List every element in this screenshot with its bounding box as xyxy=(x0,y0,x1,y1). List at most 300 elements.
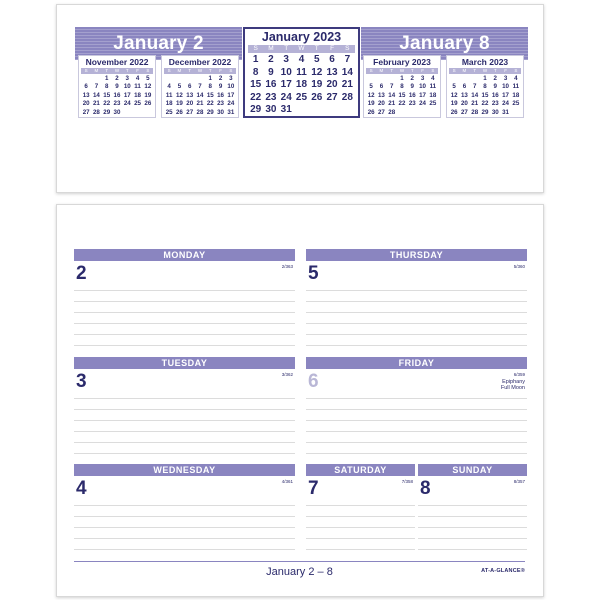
day-of-year: 4/361 xyxy=(281,479,293,484)
weekday-label: F xyxy=(136,68,139,73)
day-friday[interactable] xyxy=(306,357,527,457)
weekly-page xyxy=(56,204,544,597)
writing-line xyxy=(74,290,295,291)
day-cell: 29 xyxy=(250,104,262,116)
day-cell: 18 xyxy=(165,100,173,108)
day-cell: 13 xyxy=(460,91,468,99)
day-cell: 16 xyxy=(491,91,499,99)
mini-calendar-days xyxy=(81,75,153,117)
day-cell: 26 xyxy=(311,91,323,103)
day-cell: 10 xyxy=(502,83,509,91)
day-cell: 13 xyxy=(82,91,90,99)
weekday-label: S xyxy=(369,68,373,73)
day-cell: 17 xyxy=(280,79,292,91)
writing-line xyxy=(74,549,295,550)
day-cell xyxy=(174,75,184,83)
day-cell: 24 xyxy=(227,100,235,108)
day-number: 2 xyxy=(76,263,87,284)
day-cell: 21 xyxy=(388,100,396,108)
weekday-label: T xyxy=(188,68,192,73)
weekday-label: T xyxy=(390,68,394,73)
day-cell xyxy=(164,75,174,83)
day-cell: 15 xyxy=(250,79,262,91)
day-cell: 25 xyxy=(165,108,173,116)
weekday-label: W xyxy=(482,68,488,73)
day-cell: 10 xyxy=(419,83,426,91)
day-cell: 21 xyxy=(471,100,479,108)
day-cell: 3 xyxy=(125,75,129,82)
day-cell: 22 xyxy=(206,100,214,108)
day-cell: 14 xyxy=(471,91,479,99)
day-cell: 19 xyxy=(175,100,183,108)
writing-line xyxy=(306,312,527,313)
day-cell: 15 xyxy=(481,91,489,99)
day-cell: 23 xyxy=(113,100,121,108)
writing-line xyxy=(74,442,295,443)
writing-line xyxy=(306,323,527,324)
day-cell: 27 xyxy=(460,108,468,116)
monthly-header-page xyxy=(56,4,544,193)
day-cell xyxy=(294,104,309,117)
mini-calendar-days xyxy=(449,75,521,117)
day-cell: 26 xyxy=(175,108,183,116)
day-cell: 11 xyxy=(165,91,173,99)
day-cell: 20 xyxy=(460,100,468,108)
weekday-label: F xyxy=(421,68,424,73)
day-cell: 7 xyxy=(198,83,202,91)
day-cell: 5 xyxy=(452,83,456,91)
weekday-label: F xyxy=(219,68,222,73)
weekday-label: W xyxy=(114,68,120,73)
day-cell: 11 xyxy=(429,83,437,91)
day-cell: 4 xyxy=(135,75,140,82)
day-cell xyxy=(132,109,142,117)
day-cell: 23 xyxy=(265,91,277,103)
day-cell: 9 xyxy=(218,83,223,91)
writing-line xyxy=(306,420,527,421)
day-sunday[interactable] xyxy=(418,464,527,557)
day-cell: 27 xyxy=(186,108,194,116)
writing-line xyxy=(74,431,295,432)
day-cell xyxy=(417,109,427,117)
current-month-weekdays xyxy=(248,45,355,53)
day-cell: 25 xyxy=(134,100,141,108)
day-cell: 3 xyxy=(229,75,233,82)
day-cell: 4 xyxy=(298,54,305,65)
day-cell: 21 xyxy=(196,100,204,108)
writing-line xyxy=(306,505,415,506)
day-cell: 1 xyxy=(252,54,259,65)
day-cell xyxy=(324,104,339,117)
day-cell: 4 xyxy=(167,83,171,91)
day-cell: 1 xyxy=(400,75,404,82)
writing-line xyxy=(418,527,527,528)
day-header: TUESDAY xyxy=(74,357,295,369)
day-cell: 15 xyxy=(206,91,214,99)
day-cell: 8 xyxy=(400,83,404,91)
day-cell: 17 xyxy=(227,91,235,99)
writing-line xyxy=(306,345,527,346)
day-header: WEDNESDAY xyxy=(74,464,295,476)
mini-calendar-days xyxy=(366,75,438,117)
day-cell: 11 xyxy=(134,83,141,91)
mini-calendar-december-2022 xyxy=(161,55,239,118)
weekday-label: T xyxy=(125,68,129,73)
day-cell: 7 xyxy=(94,83,99,91)
mini-calendar-title: February 2023 xyxy=(373,57,431,67)
day-cell: 26 xyxy=(144,100,152,108)
mini-calendar-february-2023 xyxy=(363,55,441,118)
day-cell: 2 xyxy=(410,75,414,82)
week-date-range: January 2 – 8 xyxy=(266,566,333,578)
day-thursday[interactable] xyxy=(306,249,527,349)
right-banner-text: January 8 xyxy=(399,32,490,54)
mini-calendar-days xyxy=(164,75,236,117)
writing-line xyxy=(306,301,527,302)
day-cell: 22 xyxy=(481,100,489,108)
day-cell: 8 xyxy=(252,66,259,78)
writing-line xyxy=(74,527,295,528)
day-cell: 3 xyxy=(283,54,289,65)
writing-line xyxy=(306,453,527,454)
writing-line xyxy=(74,334,295,335)
day-header: MONDAY xyxy=(74,249,295,261)
weekday-label: F xyxy=(504,68,507,73)
day-header: SATURDAY xyxy=(306,464,415,476)
day-cell: 5 xyxy=(177,83,182,91)
day-cell: 31 xyxy=(502,108,509,116)
day-cell: 21 xyxy=(341,79,353,91)
day-cell: 24 xyxy=(502,100,509,108)
current-month-calendar xyxy=(243,27,360,118)
mini-calendar-title: March 2023 xyxy=(461,57,509,67)
weekday-label: W xyxy=(298,45,305,52)
weekday-label: M xyxy=(177,68,182,73)
day-cell: 6 xyxy=(462,83,467,91)
day-cell: 2 xyxy=(268,54,274,65)
writing-line xyxy=(306,334,527,335)
day-cell: 28 xyxy=(196,108,204,116)
day-of-year: 2/363 xyxy=(281,264,293,269)
day-cell: 13 xyxy=(186,91,194,99)
day-cell: 23 xyxy=(217,100,224,108)
day-cell: 20 xyxy=(186,100,194,108)
day-cell: 24 xyxy=(419,100,426,108)
day-cell: 29 xyxy=(103,108,111,116)
day-cell: 22 xyxy=(398,100,406,108)
holiday-note: Epiphany xyxy=(502,379,525,385)
weekday-label: T xyxy=(208,68,212,73)
weekday-label: M xyxy=(379,68,384,73)
day-cell: 6 xyxy=(84,83,88,91)
writing-line xyxy=(74,312,295,313)
day-cell: 15 xyxy=(103,91,111,99)
day-cell: 8 xyxy=(483,83,487,91)
day-cell: 25 xyxy=(512,100,520,108)
day-number: 7 xyxy=(308,478,319,499)
day-cell: 12 xyxy=(450,91,458,99)
day-monday[interactable] xyxy=(74,249,295,349)
mini-calendar-title: November 2022 xyxy=(85,57,149,67)
writing-line xyxy=(74,516,295,517)
day-cell: 7 xyxy=(389,83,394,91)
day-cell: 1 xyxy=(208,75,212,82)
mini-calendar-weekdays xyxy=(366,68,438,74)
writing-line xyxy=(306,442,527,443)
writing-line xyxy=(418,505,527,506)
day-cell: 29 xyxy=(481,108,489,116)
day-cell xyxy=(428,109,438,117)
day-cell: 14 xyxy=(388,91,396,99)
mini-calendar-november-2022 xyxy=(78,55,156,118)
day-cell: 22 xyxy=(103,100,111,108)
writing-line xyxy=(74,453,295,454)
day-cell xyxy=(81,75,91,83)
day-cell: 17 xyxy=(419,91,426,99)
day-cell xyxy=(185,75,195,83)
weekday-label: S xyxy=(345,45,350,52)
weekday-label: M xyxy=(462,68,467,73)
day-cell xyxy=(376,75,386,83)
day-cell: 27 xyxy=(326,91,338,103)
left-banner-text: January 2 xyxy=(113,32,204,54)
weekday-label: S xyxy=(452,68,456,73)
writing-line xyxy=(306,549,415,550)
day-cell: 19 xyxy=(311,79,323,91)
day-cell: 28 xyxy=(471,108,479,116)
weekday-label: S xyxy=(229,68,233,73)
day-cell xyxy=(407,109,417,117)
day-cell: 20 xyxy=(377,100,385,108)
day-cell: 6 xyxy=(379,83,384,91)
day-cell: 26 xyxy=(450,108,458,116)
day-of-year: 8/357 xyxy=(513,479,525,484)
weekday-label: T xyxy=(284,45,289,52)
day-cell: 26 xyxy=(367,108,375,116)
day-cell: 9 xyxy=(410,83,414,91)
day-cell: 12 xyxy=(144,83,152,91)
day-cell: 10 xyxy=(280,66,292,78)
day-number: 4 xyxy=(76,478,87,499)
day-cell xyxy=(195,75,205,83)
day-of-year: 3/362 xyxy=(281,372,293,377)
day-cell: 24 xyxy=(280,91,292,103)
day-number: 3 xyxy=(76,371,87,392)
day-cell: 22 xyxy=(250,91,262,103)
day-cell: 28 xyxy=(341,91,353,103)
day-cell: 11 xyxy=(512,83,520,91)
day-cell: 4 xyxy=(431,75,435,82)
day-cell xyxy=(470,75,480,83)
day-cell: 17 xyxy=(123,91,131,99)
day-of-year: 5/360 xyxy=(513,264,525,269)
writing-line xyxy=(418,549,527,550)
day-cell: 24 xyxy=(123,100,131,108)
day-of-year: 6/359 xyxy=(513,372,525,377)
weekday-label: S xyxy=(514,68,518,73)
day-cell: 27 xyxy=(82,108,90,116)
day-cell: 1 xyxy=(483,75,487,82)
day-cell: 31 xyxy=(280,104,292,116)
day-cell: 19 xyxy=(144,91,152,99)
writing-line xyxy=(74,538,295,539)
day-cell: 10 xyxy=(227,83,235,91)
day-cell: 15 xyxy=(398,91,406,99)
weekday-label: T xyxy=(493,68,497,73)
day-cell: 21 xyxy=(92,100,100,108)
writing-line xyxy=(74,398,295,399)
day-cell: 12 xyxy=(175,91,183,99)
day-number: 5 xyxy=(308,263,319,284)
day-cell: 30 xyxy=(217,108,224,116)
day-cell: 1 xyxy=(104,75,109,82)
day-cell: 4 xyxy=(514,75,518,82)
writing-line xyxy=(74,323,295,324)
day-cell xyxy=(309,104,324,117)
weekday-label: W xyxy=(197,68,203,73)
day-cell: 31 xyxy=(227,108,235,116)
weekday-label: M xyxy=(268,45,274,52)
day-cell: 16 xyxy=(113,91,121,99)
weekday-label: T xyxy=(473,68,477,73)
writing-line xyxy=(74,420,295,421)
day-cell: 10 xyxy=(123,83,131,91)
day-cell: 2 xyxy=(115,75,119,82)
day-cell: 19 xyxy=(367,100,375,108)
day-of-year: 7/358 xyxy=(401,479,413,484)
day-cell: 8 xyxy=(208,83,212,91)
writing-line xyxy=(418,538,527,539)
day-number: 6 xyxy=(308,371,319,392)
weekday-label: T xyxy=(410,68,414,73)
day-cell: 30 xyxy=(491,108,499,116)
day-cell: 18 xyxy=(512,91,520,99)
weekday-label: S xyxy=(146,68,150,73)
weekday-label: S xyxy=(167,68,171,73)
day-cell: 2 xyxy=(218,75,223,82)
day-cell: 6 xyxy=(329,54,335,65)
day-cell: 19 xyxy=(450,100,458,108)
week-footer xyxy=(74,561,525,579)
writing-line xyxy=(74,505,295,506)
day-cell: 12 xyxy=(311,66,323,78)
day-cell: 20 xyxy=(82,100,90,108)
weekday-label: F xyxy=(330,45,335,52)
weekday-label: S xyxy=(84,68,88,73)
day-cell: 3 xyxy=(420,75,425,82)
day-cell: 14 xyxy=(92,91,100,99)
day-cell: 13 xyxy=(377,91,385,99)
day-cell: 8 xyxy=(104,83,109,91)
mini-calendar-march-2023 xyxy=(446,55,524,118)
moon-phase-note: Full Moon xyxy=(500,385,525,391)
day-cell: 23 xyxy=(408,100,416,108)
current-month-days xyxy=(248,54,355,117)
day-cell: 11 xyxy=(296,66,307,78)
weekday-label: S xyxy=(431,68,435,73)
weekday-label: W xyxy=(399,68,405,73)
current-month-title: January 2023 xyxy=(261,30,342,44)
day-cell: 27 xyxy=(377,108,385,116)
writing-line xyxy=(306,409,527,410)
day-header: FRIDAY xyxy=(306,357,527,369)
day-cell: 20 xyxy=(326,79,338,91)
day-cell: 13 xyxy=(326,66,338,78)
day-cell xyxy=(449,75,459,83)
day-cell xyxy=(511,109,521,117)
writing-line xyxy=(74,409,295,410)
day-cell: 25 xyxy=(429,100,437,108)
writing-line xyxy=(306,398,527,399)
day-cell xyxy=(122,109,132,117)
day-cell: 30 xyxy=(265,104,277,116)
day-cell: 9 xyxy=(493,83,497,91)
day-cell: 9 xyxy=(115,83,119,91)
day-saturday[interactable] xyxy=(306,464,415,557)
mini-calendar-title: December 2022 xyxy=(168,57,232,67)
writing-line xyxy=(306,516,415,517)
weekday-label: T xyxy=(314,45,319,52)
mini-calendar-weekdays xyxy=(81,68,153,74)
day-cell: 9 xyxy=(268,66,274,78)
day-cell: 5 xyxy=(369,83,373,91)
day-cell: 2 xyxy=(493,75,497,82)
day-cell: 28 xyxy=(388,108,396,116)
day-number: 8 xyxy=(420,478,431,499)
writing-line xyxy=(306,290,527,291)
writing-line xyxy=(74,345,295,346)
day-cell: 29 xyxy=(206,108,214,116)
day-wednesday[interactable] xyxy=(74,464,295,557)
day-cell: 14 xyxy=(341,66,353,78)
mini-calendar-weekdays xyxy=(164,68,236,74)
day-cell xyxy=(459,75,469,83)
day-cell: 5 xyxy=(314,54,320,65)
writing-line xyxy=(306,431,527,432)
weekday-label: T xyxy=(105,68,109,73)
weekday-label: M xyxy=(94,68,99,73)
day-cell: 23 xyxy=(491,100,499,108)
day-cell: 7 xyxy=(472,83,477,91)
day-cell: 12 xyxy=(367,91,375,99)
writing-line xyxy=(306,527,415,528)
day-cell: 18 xyxy=(295,79,308,91)
day-cell xyxy=(366,75,376,83)
day-cell: 16 xyxy=(265,79,277,91)
day-cell: 17 xyxy=(502,91,509,99)
day-cell: 5 xyxy=(146,75,150,82)
day-cell: 14 xyxy=(196,91,204,99)
day-header: SUNDAY xyxy=(418,464,527,476)
writing-line xyxy=(74,301,295,302)
writing-line xyxy=(418,516,527,517)
day-cell xyxy=(143,109,153,117)
day-cell: 18 xyxy=(429,91,437,99)
day-cell: 6 xyxy=(187,83,192,91)
day-cell: 16 xyxy=(217,91,224,99)
weekday-label: S xyxy=(253,45,258,52)
mini-calendar-weekdays xyxy=(449,68,521,74)
day-cell: 7 xyxy=(344,54,351,65)
day-header: THURSDAY xyxy=(306,249,527,261)
day-tuesday[interactable] xyxy=(74,357,295,457)
day-cell xyxy=(397,109,407,117)
day-cell: 16 xyxy=(408,91,416,99)
day-cell xyxy=(91,75,101,83)
day-cell: 3 xyxy=(503,75,508,82)
day-cell: 25 xyxy=(295,91,308,103)
day-cell xyxy=(340,104,355,117)
